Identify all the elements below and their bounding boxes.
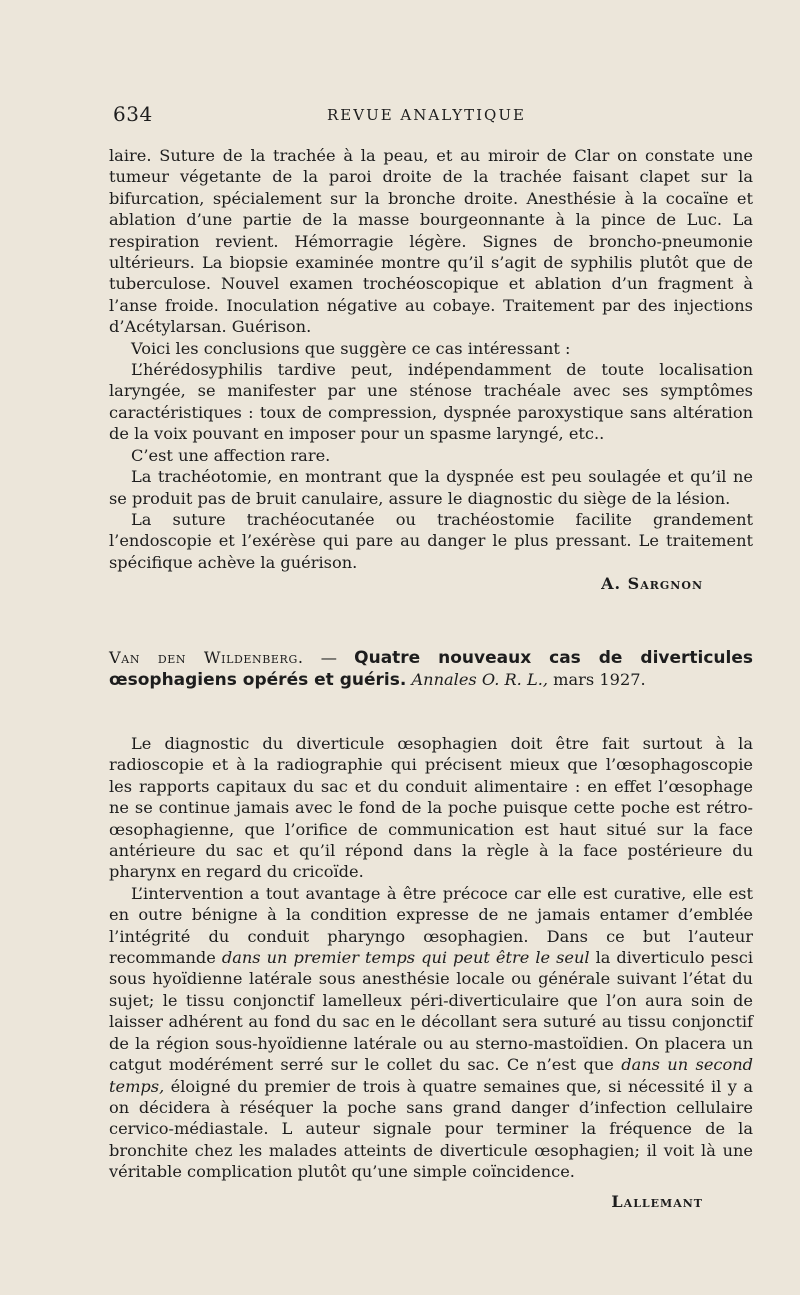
first-article-body xyxy=(109,145,753,595)
publication-date: mars 1927. xyxy=(553,670,646,690)
second-article-body xyxy=(109,733,753,1212)
text-run: éloigné du premier de trois à quatre semaines que, si nécessité il y a on décidera à réséquer la poche sans grand danger d’infection cellulaire cervico-médiastale. L auteur signale pour terminer la fréquence de la bronchite chez les malades atteints de diverticule œsophagien; il voit là une véritable complication plutôt qu’une simple coïncidence. xyxy=(109,1076,753,1182)
article-heading xyxy=(109,647,753,692)
page-number: 634 xyxy=(113,102,153,126)
running-head: REVUE ANALYTIQUE xyxy=(327,106,526,124)
journal-name: Annales O. R. L., xyxy=(411,670,549,690)
italic-run: dans un second temps, xyxy=(109,1055,753,1096)
article-title: Quatre nouveaux cas de diverticules œsophagiens opérés et guéris. xyxy=(109,648,753,691)
paragraph: La suture trachéocutanée ou trachéostomie facilite grandement l’endoscopie et l’exérèse qui pare au danger le plus pressant. Le traitement spécifique achève la guérison. xyxy=(109,509,753,572)
page-header xyxy=(113,100,753,130)
paragraph: laire. Suture de la trachée à la peau, et au miroir de Clar on constate une tumeur végetante de la paroi droite de la trachée faisant clapet sur la bifurcation, spécialement sur la bronche droite. Anesthésie à la cocaïne et ablation d’une partie de la masse bourgeonnante à la pince de Luc. La respiration revient. Hémorragie légère. Signes de broncho-pneumonie ultérieurs. La biopsie examinée montre qu’il s’agit de syphilis plutôt que de tuberculose. Nouvel examen trochéoscopique et ablation d’un fragment à l’anse froide. Inoculation négative au cobaye. Traitement par des injections d’Acétylarsan. Guérison. xyxy=(109,146,753,337)
paragraph xyxy=(109,883,753,1183)
heading-dash: — xyxy=(320,648,337,667)
text-run: L’intervention a tout avantage à être précoce car elle est curative, elle est en outre bénigne à la condition expresse de ne jamais entamer d’emblée l’intégrité du conduit pharyngo œsophagien. Dans ce but l’auteur recommande xyxy=(109,883,753,968)
text-run: la diverticulo pesci sous hyoïdienne latérale sous anesthésie locale ou générale suivant l’état du sujet; le tissu conjonctif lamelleux péri-diverticulaire que l’on aura soin de laisser adhérent au fond du sac en le décollant sera suturé au tissu conjonctif de la région sous-hyoïdienne latérale ou au sterno-mastoïdien. On placera un catgut modérément serré sur le collet du sac. Ce n’est que xyxy=(109,948,753,1075)
paragraph: C’est une affection rare. xyxy=(131,445,331,465)
paragraph: La trachéotomie, en montrant que la dyspnée est peu soulagée et qu’il ne se produit pas de bruit canulaire, assure le diagnostic du siège de la lésion. xyxy=(109,467,753,508)
signature: Lallemant xyxy=(611,1191,703,1211)
signature: A. Sargnon xyxy=(601,574,703,594)
italic-run: dans un premier temps qui peut être le seul xyxy=(221,948,590,968)
article-author: Van den Wildenberg. xyxy=(109,648,304,667)
paragraph: Le diagnostic du diverticule œsophagien doit être fait surtout à la radioscopie et à la radiographie qui précisent mieux que l’œsophagoscopie les rapports capitaux du sac et du conduit alimentaire : en effet l’œsophage ne se continue jamais avec le fond de la poche puisque cette poche est rétro-œsophagienne, que l’orifice de communication est haut situé sur la face antérieure du sac et qu’il répond dans la règle à la face postérieure du pharynx en regard du cricoïde. xyxy=(109,734,753,882)
paragraph: Voici les conclusions que suggère ce cas intéressant : xyxy=(131,338,571,358)
paragraph: L’hérédosyphilis tardive peut, indépendamment de toute localisation laryngée, se manifester par une sténose trachéale avec ses symptômes caractéristiques : toux de compression, dyspnée paroxystique sans altération de la voix pouvant en imposer pour un spasme laryngé, etc.. xyxy=(109,360,753,444)
